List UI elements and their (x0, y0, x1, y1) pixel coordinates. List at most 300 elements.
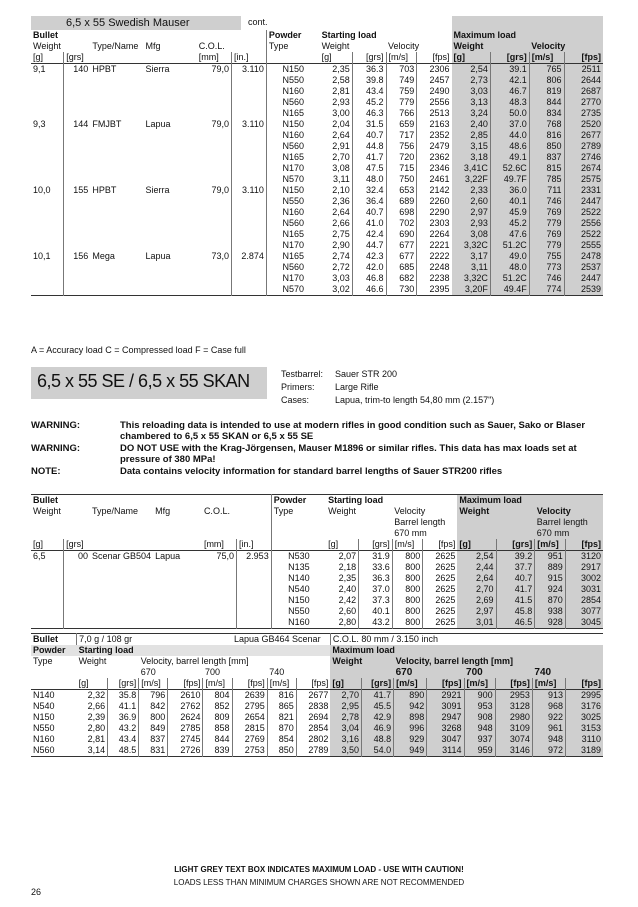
table-cell: 3,32C (452, 273, 491, 284)
table-cell: 937 (464, 734, 495, 745)
table-cell: 816 (529, 130, 564, 141)
table-cell: 849 (139, 723, 168, 734)
table-cell: 33.6 (359, 562, 393, 573)
table-cell: 2447 (564, 196, 603, 207)
table-cell: 3,50 (330, 745, 361, 757)
col-start-velocity: Velocity (394, 506, 426, 516)
table-cell: 40.7 (352, 207, 386, 218)
table-cell: 2,64 (457, 573, 496, 584)
col-value: C.O.L. 80 mm / 3.150 inch (330, 634, 603, 646)
table-cell (153, 584, 202, 595)
table-cell: 51.2C (490, 240, 529, 251)
table-cell: 44.8 (352, 141, 386, 152)
table-row (31, 152, 603, 163)
table-cell: N140 (271, 573, 326, 584)
table-cell: N550 (266, 196, 319, 207)
table-row (31, 562, 603, 573)
table-cell: 35.8 (108, 690, 139, 702)
table-cell (64, 584, 90, 595)
col-powder: Powder (33, 645, 66, 655)
table-cell: 10,1 (33, 251, 51, 261)
table-cell: 2,39 (87, 712, 106, 722)
table-cell (31, 573, 64, 584)
table-cell: 3091 (427, 701, 464, 712)
table-cell (31, 152, 64, 163)
table-cell: 711 (529, 185, 564, 196)
col-max-weight: Weight (452, 41, 530, 52)
table-cell (31, 262, 64, 273)
table-cell: 3189 (566, 745, 603, 757)
table-cell: 870 (267, 723, 296, 734)
table-cell: 44.7 (352, 240, 386, 251)
table-cell: 765 (529, 64, 564, 76)
table-cell: 717 (386, 130, 417, 141)
table-cell: 3,32C (452, 240, 491, 251)
table-cell: 2802 (296, 734, 330, 745)
table-cell: 52.6C (490, 163, 529, 174)
table-cell: 2248 (417, 262, 452, 273)
table-cell: 45.5 (361, 701, 393, 712)
max-barrel-700: 700 (464, 667, 532, 678)
table-cell (237, 573, 272, 584)
table-cell (232, 262, 267, 273)
table-cell: 3,08 (332, 163, 350, 173)
table-cell: 2555 (564, 240, 603, 251)
unit: [fps] (423, 539, 458, 551)
table-cell (64, 573, 90, 584)
table-cell: 961 (532, 723, 565, 734)
table-cell (153, 595, 202, 606)
table-cell: 45.9 (490, 207, 529, 218)
load-table-swedish-mauser (31, 16, 603, 296)
table-cell: 45.2 (352, 97, 386, 108)
table-cell: 2,80 (338, 617, 357, 627)
table-cell: 75,0 (216, 551, 235, 561)
table-cell: Lapua (145, 251, 171, 261)
table-cell: 842 (139, 701, 168, 712)
unit: [fps] (495, 678, 532, 690)
unit: [g] (457, 539, 496, 551)
col-type-name: Type/Name (92, 41, 139, 51)
table-cell: 2,32 (87, 690, 106, 700)
table-cell: 685 (386, 262, 417, 273)
table-cell: 2674 (564, 163, 603, 174)
table-cell (64, 174, 91, 185)
table-cell (90, 595, 153, 606)
table-cell: 689 (386, 196, 417, 207)
cases-value: Lapua, trim-to length 54,80 mm (2.157") (335, 395, 495, 405)
table-cell: 2,72 (332, 262, 350, 272)
table-cell: 2222 (417, 251, 452, 262)
table-cell (64, 284, 91, 296)
table-cell (232, 218, 267, 229)
table-cell: 79,0 (211, 185, 230, 195)
table-row (31, 218, 603, 229)
table-cell (64, 152, 91, 163)
col-weight: Weight (78, 656, 107, 666)
table-row (31, 723, 603, 734)
table-cell: 2694 (296, 712, 330, 723)
col-velocity: Velocity, barrel length [mm] (140, 656, 249, 666)
table-cell: 9,1 (33, 64, 46, 74)
table-cell: 2575 (564, 174, 603, 185)
warning-label: WARNING: (31, 420, 81, 431)
table-cell (90, 130, 143, 141)
table-cell: 690 (386, 229, 417, 240)
table-cell: 2770 (564, 97, 603, 108)
table-cell: N135 (271, 562, 326, 573)
table-cell: 3120 (565, 551, 603, 563)
unit: [fps] (564, 52, 603, 64)
table-cell (90, 284, 143, 296)
table-cell: 39.2 (496, 551, 535, 563)
table-cell: 40.1 (359, 606, 393, 617)
col-starting-load: Starting load (321, 30, 377, 40)
table-cell (31, 595, 64, 606)
table-cell: 800 (392, 595, 423, 606)
unit: [grs] (496, 539, 535, 551)
table-cell (144, 97, 197, 108)
table-cell: 37.3 (359, 595, 393, 606)
table-cell (197, 273, 232, 284)
table-cell: 858 (203, 723, 232, 734)
table-cell: 972 (532, 745, 565, 757)
col-max-velocity: Velocity, barrel length [mm] (394, 656, 603, 667)
table-cell: N550 (271, 606, 326, 617)
table-cell (31, 108, 64, 119)
footer-note: LOADS LESS THAN MINIMUM CHARGES SHOWN ARE NOT RECOMMENDED (173, 878, 465, 887)
table-cell: N170 (266, 240, 319, 251)
table-cell: 41.7 (361, 690, 393, 702)
table-cell: 2,74 (332, 251, 350, 261)
table-cell: 46.9 (361, 723, 393, 734)
table-cell: 2,97 (452, 207, 491, 218)
table-cell (153, 617, 202, 629)
col-start-velocity: Velocity (388, 41, 420, 51)
table-cell (237, 617, 272, 629)
table-cell: FMJBT (92, 119, 122, 129)
table-cell (90, 617, 153, 629)
table-cell (144, 108, 197, 119)
table-cell (64, 97, 91, 108)
table-cell: 73,0 (211, 251, 230, 261)
cases-label: Cases: (281, 395, 310, 405)
table-cell: 2,40 (452, 119, 491, 130)
table-cell: 2654 (232, 712, 267, 723)
table-row (31, 196, 603, 207)
table-cell: 2,81 (87, 734, 106, 744)
col-maximum-load: Maximum load (330, 645, 603, 656)
table-cell (90, 229, 143, 240)
table-cell (237, 606, 272, 617)
table-cell: 839 (203, 745, 232, 757)
table-cell: 2625 (423, 595, 458, 606)
table-cell: 47.5 (352, 163, 386, 174)
table-cell (232, 86, 267, 97)
table-cell: 2726 (168, 745, 203, 757)
table-cell: 2461 (417, 174, 452, 185)
table-cell (144, 240, 197, 251)
table-cell (232, 163, 267, 174)
table-cell: 2769 (232, 734, 267, 745)
table-row (31, 97, 603, 108)
table-cell: 2238 (417, 273, 452, 284)
table-cell: 2,80 (87, 723, 106, 733)
table-cell (144, 262, 197, 273)
section-title-se-skan (31, 367, 267, 399)
table-cell: 854 (267, 734, 296, 745)
table-cell: 50.0 (490, 108, 529, 119)
table-cell (153, 573, 202, 584)
table-cell: 2917 (565, 562, 603, 573)
unit: [fps] (296, 678, 330, 690)
table-cell (64, 86, 91, 97)
table-cell (90, 174, 143, 185)
table-cell: N540 (33, 701, 55, 711)
table-cell: 809 (203, 712, 232, 723)
unit: [g] (321, 52, 332, 62)
table-cell (31, 97, 64, 108)
table-cell: 2815 (232, 723, 267, 734)
table-cell (197, 207, 232, 218)
table-cell: N165 (266, 108, 319, 119)
unit: [fps] (232, 678, 267, 690)
table-cell (64, 262, 91, 273)
table-cell (64, 229, 91, 240)
table-cell: 2457 (417, 75, 452, 86)
col-max-velocity: Velocity (535, 506, 603, 517)
unit: [m/s] (529, 52, 564, 64)
table-cell: 3074 (495, 734, 532, 745)
table-cell: 816 (267, 690, 296, 702)
table-cell (90, 75, 143, 86)
table-cell (64, 218, 91, 229)
table-cell: 850 (529, 141, 564, 152)
table-cell: 3002 (565, 573, 603, 584)
table-cell (31, 273, 64, 284)
table-cell (90, 240, 143, 251)
table-cell: 2,60 (452, 196, 491, 207)
table-cell: N570 (266, 174, 319, 185)
col-max-barrel-length: Barrel length (535, 517, 603, 528)
table-cell: 779 (529, 240, 564, 251)
table-cell: 800 (392, 573, 423, 584)
table-cell: 2479 (417, 141, 452, 152)
table-cell: Lapua (155, 551, 181, 561)
table-cell (153, 562, 202, 573)
note-label: NOTE: (31, 466, 61, 477)
table-cell: 2785 (168, 723, 203, 734)
table-cell (144, 141, 197, 152)
unit: [grs] (361, 678, 393, 690)
table-cell: 2163 (417, 119, 452, 130)
table-cell: 2,10 (332, 185, 350, 195)
table-cell: 2537 (564, 262, 603, 273)
unit: [fps] (565, 539, 603, 551)
table-cell: 2395 (417, 284, 452, 296)
table-cell: 2362 (417, 152, 452, 163)
table-cell: 922 (532, 712, 565, 723)
table-cell: 2745 (168, 734, 203, 745)
table-cell: 908 (464, 712, 495, 723)
table-cell (90, 141, 143, 152)
table-cell: 2,91 (332, 141, 350, 151)
table-cell: 659 (386, 119, 417, 130)
table-row (31, 745, 603, 757)
table-cell (64, 75, 91, 86)
unit: [m/s] (464, 678, 495, 690)
table-cell: 2,35 (332, 64, 350, 74)
table-cell: 730 (386, 284, 417, 296)
table-cell (237, 595, 272, 606)
unit: [in.] (232, 52, 267, 64)
table-cell (31, 141, 64, 152)
table-cell: 837 (529, 152, 564, 163)
footer-caution: LIGHT GREY TEXT BOX INDICATES MAXIMUM LOAD - USE WITH CAUTION! (174, 865, 464, 874)
table-cell: 2,85 (452, 130, 491, 141)
table-cell (64, 130, 91, 141)
table-cell: N165 (266, 251, 319, 262)
table-cell: 37.7 (496, 562, 535, 573)
table-cell (197, 196, 232, 207)
unit: [grs] (64, 52, 91, 64)
table-cell: 948 (464, 723, 495, 734)
table-cell (90, 273, 143, 284)
table-cell: 800 (392, 584, 423, 595)
col-powder: Powder (266, 30, 319, 41)
table-cell (144, 273, 197, 284)
max-barrel-670: 670 (394, 667, 464, 678)
bullet-name: Lapua GB464 Scenar (234, 634, 321, 644)
table-cell (90, 108, 143, 119)
table-row (31, 130, 603, 141)
table-cell (197, 108, 232, 119)
table-cell: 3,16 (330, 734, 361, 745)
table-cell: 2,75 (332, 229, 350, 239)
table-cell: 850 (267, 745, 296, 757)
table-cell: 2735 (564, 108, 603, 119)
table-cell (31, 218, 64, 229)
unit: [g] (33, 539, 44, 549)
table-cell: 3,17 (452, 251, 491, 262)
col-start-weight: Weight (321, 41, 350, 51)
table-cell (232, 152, 267, 163)
table-cell (197, 262, 232, 273)
col-max-weight: Weight (457, 506, 534, 517)
table-cell: 2490 (417, 86, 452, 97)
table-row (31, 174, 603, 185)
table-cell (202, 617, 237, 629)
table-cell: 2625 (423, 551, 458, 563)
table-cell (232, 75, 267, 86)
table-cell: N160 (266, 207, 319, 218)
table-cell: 677 (386, 240, 417, 251)
unit: [in.] (237, 539, 272, 551)
table-cell (90, 606, 153, 617)
table-cell: 785 (529, 174, 564, 185)
table-cell (90, 584, 153, 595)
table-cell: 2.874 (232, 251, 267, 262)
table-cell: 942 (394, 701, 427, 712)
table-cell (64, 273, 91, 284)
table-cell: 2625 (423, 584, 458, 595)
table-cell (90, 163, 143, 174)
table-cell: 2352 (417, 130, 452, 141)
unit: [fps] (168, 678, 203, 690)
table-row (31, 119, 603, 130)
table-row (31, 229, 603, 240)
table-cell: 2,44 (457, 562, 496, 573)
table-cell: 834 (529, 108, 564, 119)
table-cell: 42.4 (352, 229, 386, 240)
table-cell: 2142 (417, 185, 452, 196)
table-cell: 10,0 (33, 185, 51, 195)
col-starting-load: Starting load (328, 495, 384, 505)
table-cell: 48.6 (490, 141, 529, 152)
table-cell: 3025 (566, 712, 603, 723)
table-cell: 2,66 (87, 701, 106, 711)
col-starting-load: Starting load (78, 645, 134, 655)
table-cell (232, 141, 267, 152)
table-cell: 755 (529, 251, 564, 262)
col-bullet: Bullet (33, 495, 59, 505)
table-cell: 47.6 (490, 229, 529, 240)
table-cell: 806 (529, 75, 564, 86)
table-cell: 48.3 (490, 97, 529, 108)
col-weight: Weight (33, 506, 61, 516)
col-max-weight: Weight (330, 656, 393, 667)
table-cell: N550 (266, 75, 319, 86)
table-cell: 2513 (417, 108, 452, 119)
col-mfg: Mfg (155, 506, 171, 516)
table-cell: 3,14 (87, 745, 106, 755)
unit: [g] (33, 52, 44, 62)
table-cell: 779 (529, 218, 564, 229)
table-cell (144, 152, 197, 163)
table-cell: N560 (266, 218, 319, 229)
unit: [g] (328, 539, 339, 549)
table-cell: 766 (386, 108, 417, 119)
unit: [g] (452, 52, 491, 64)
table-cell: 36.3 (352, 64, 386, 76)
table-cell: N160 (271, 617, 326, 629)
table-cell: 2290 (417, 207, 452, 218)
unit: [m/s] (386, 52, 417, 64)
table-cell: 759 (386, 86, 417, 97)
table-cell: 41.7 (352, 152, 386, 163)
table-cell: 2624 (168, 712, 203, 723)
unit: [m/s] (532, 678, 565, 690)
table-row (31, 141, 603, 152)
table-cell: 32.4 (352, 185, 386, 196)
table-cell: 2520 (564, 119, 603, 130)
unit: [grs] (64, 539, 90, 551)
table-cell (197, 174, 232, 185)
table-cell (31, 584, 64, 595)
table-cell: 41.5 (496, 595, 535, 606)
table-cell: 831 (139, 745, 168, 757)
table-cell: 3146 (495, 745, 532, 757)
col-col: C.O.L. (203, 506, 230, 516)
table-cell (31, 229, 64, 240)
table-cell: N540 (271, 584, 326, 595)
table-cell: 750 (386, 174, 417, 185)
unit: [mm] (203, 539, 224, 549)
table-cell: 890 (394, 690, 427, 702)
table-row (31, 207, 603, 218)
col-type: Type (33, 656, 53, 666)
table-cell: 2,66 (332, 218, 350, 228)
